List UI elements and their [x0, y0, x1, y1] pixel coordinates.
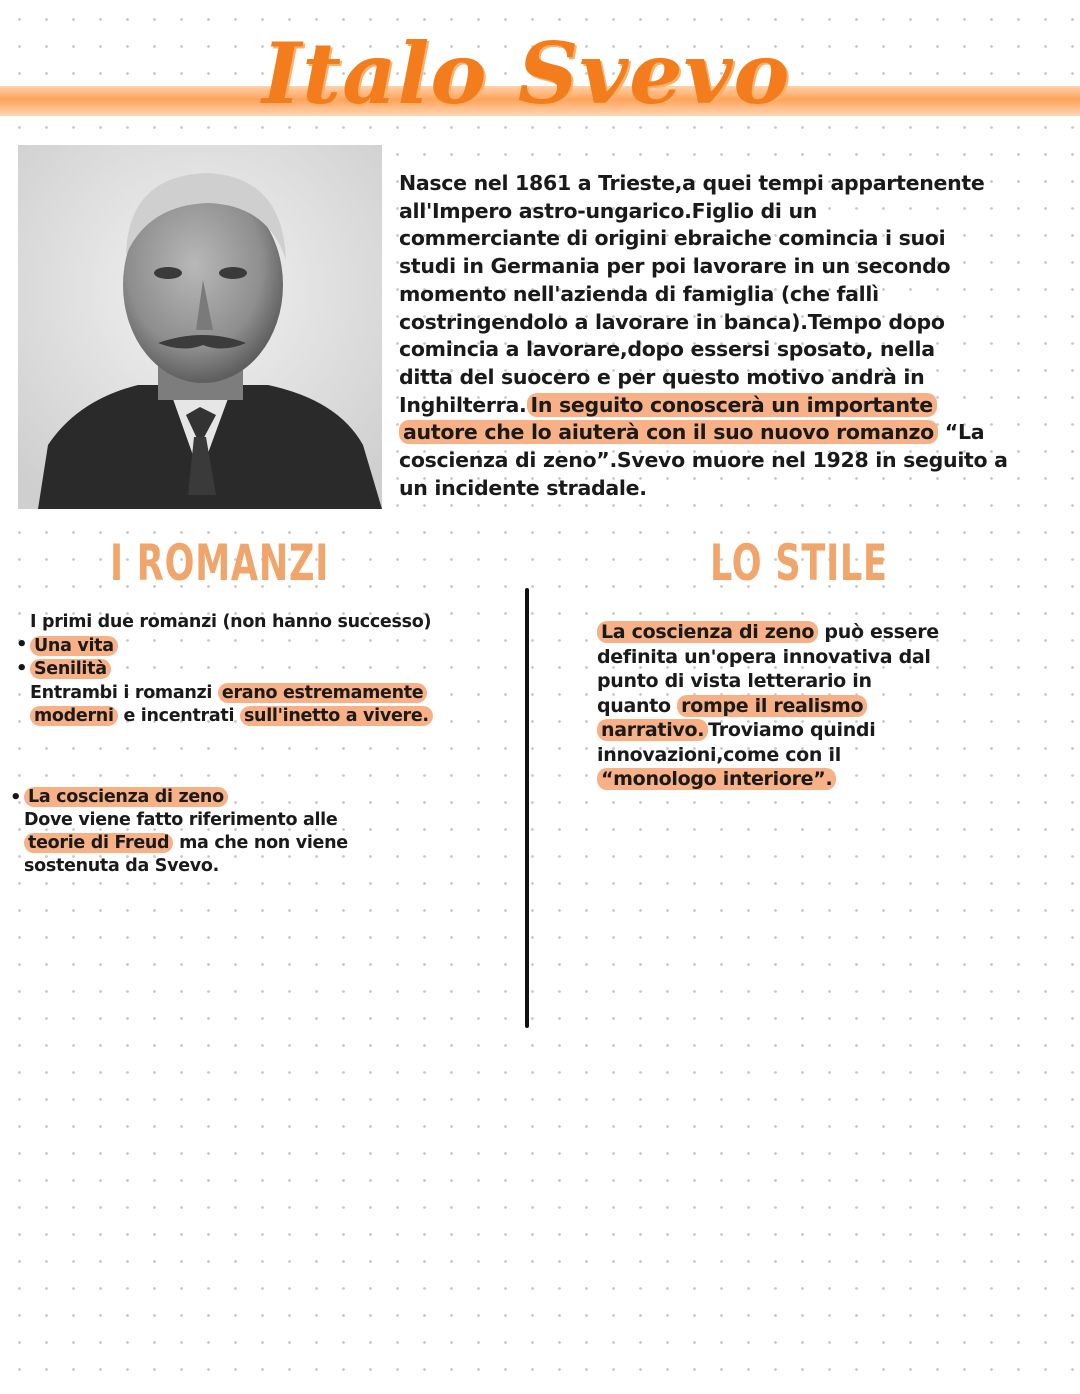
bio-line: coscienza di zeno”.Svevo muore nel 1928 in seguito a — [399, 448, 1008, 473]
stile-plain: Troviamo quindi — [708, 719, 876, 741]
stile-highlight: La coscienza di zeno — [597, 621, 818, 643]
romanzi-intro: I primi due romanzi (non hanno successo) — [30, 612, 432, 632]
note-highlight: sull'inetto a vivere. — [240, 706, 433, 726]
bio-line: all'Impero astro-ungarico.Figlio di un — [399, 198, 818, 223]
bio-line: momento nell'azienda di famiglia (che fallì — [399, 281, 879, 306]
romanzi-note — [30, 682, 433, 706]
novel-title: Senilità — [30, 659, 111, 679]
bio-line — [399, 419, 1019, 447]
bio-line: comincia a lavorare,dopo essersi sposato, nella — [399, 337, 935, 362]
romanzi-note — [30, 705, 433, 729]
bio-line: un incidente stradale. — [399, 475, 647, 500]
stile-highlight: “monologo interiore”. — [597, 768, 836, 790]
stile-line — [597, 718, 939, 743]
bio-line: Nasce nel 1861 a Trieste,a quei tempi appartenente — [399, 171, 985, 195]
page-title: Italo Svevo — [262, 24, 791, 123]
zeno-plain: ma che non viene — [173, 833, 348, 853]
note-highlight: erano estremamente — [218, 683, 427, 703]
bio-line: ditta del suocero e per questo motivo andrà in — [399, 364, 925, 389]
portrait-photo — [18, 145, 382, 509]
zeno-highlight: teorie di Freud — [24, 833, 173, 853]
stile-line — [597, 767, 939, 792]
zeno-text — [24, 832, 348, 855]
stile-highlight: rompe il realismo — [677, 695, 867, 717]
note-text: e incentrati — [117, 706, 240, 726]
list-item — [30, 658, 433, 682]
note-text: Entrambi i romanzi — [30, 682, 218, 703]
bullet-icon: • — [16, 634, 28, 655]
stile-text — [597, 620, 939, 792]
stile-plain: quanto — [597, 694, 678, 717]
romanzi-heading: I ROMANZI — [110, 534, 330, 592]
zeno-text: Dove viene fatto riferimento alle — [24, 810, 338, 830]
bio-highlight: autore che lo aiuterà con il suo nuovo romanzo — [399, 420, 938, 444]
novel-title: La coscienza di zeno — [24, 787, 228, 807]
list-item — [30, 635, 433, 659]
bullet-icon: • — [16, 658, 28, 679]
column-divider — [525, 588, 529, 1028]
biography-text — [399, 170, 1019, 502]
novel-title: Una vita — [30, 636, 118, 656]
stile-line — [597, 694, 939, 719]
zeno-section — [24, 786, 348, 878]
stile-heading: LO STILE — [710, 534, 888, 592]
stile-line: punto di vista letterario in — [597, 670, 872, 692]
stile-highlight: narrativo. — [597, 719, 708, 741]
stile-plain: può essere — [818, 621, 939, 643]
bio-line: costringendolo a lavorare in banca).Tempo dopo — [399, 309, 945, 334]
bio-line — [399, 392, 1019, 420]
list-item — [24, 786, 348, 809]
stile-line — [597, 620, 939, 645]
bio-text: “La — [937, 420, 985, 445]
bio-line: commerciante di origini ebraiche comincia i suoi — [399, 226, 946, 251]
note-highlight: moderni — [30, 706, 118, 726]
bio-text: Inghilterra. — [399, 392, 527, 417]
bullet-icon: • — [10, 787, 22, 808]
romanzi-list — [30, 611, 433, 729]
bio-line: studi in Germania per poi lavorare in un secondo — [399, 254, 951, 279]
bio-highlight: In seguito conoscerà un importante — [527, 393, 937, 417]
stile-line: innovazioni,come con il — [597, 743, 841, 766]
zeno-text: sostenuta da Svevo. — [24, 856, 219, 876]
stile-line: definita un'opera innovativa dal — [597, 645, 931, 668]
portrait-illustration — [18, 145, 382, 509]
